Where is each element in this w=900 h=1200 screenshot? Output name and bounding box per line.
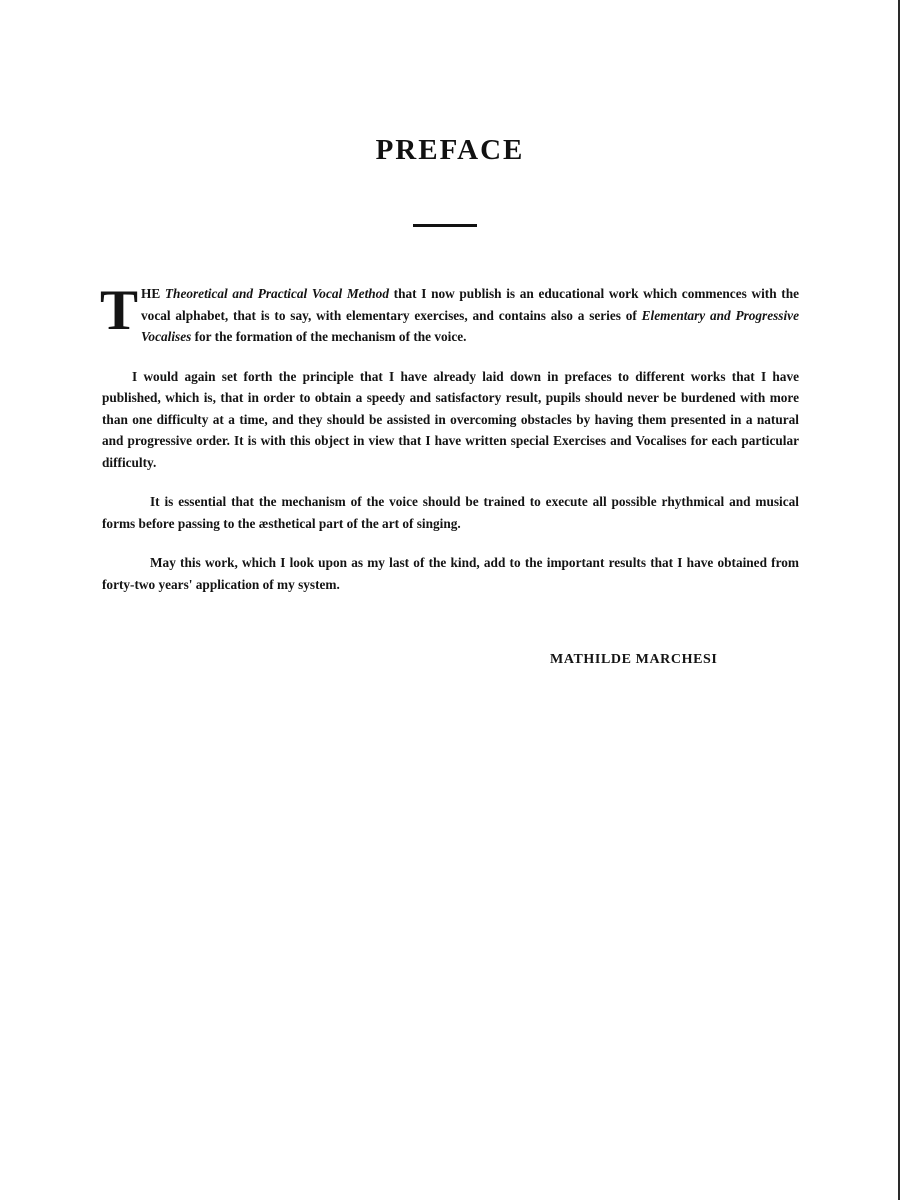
paragraph-1 <box>100 279 799 348</box>
author-signature: MATHILDE MARCHESI <box>550 652 718 667</box>
paragraph-2: I would again set forth the principle that I have already laid down in prefaces to different works that I have published, which is, that in order to obtain a speedy and satisfactory result, pupils should never be burdened with more than one difficulty at a time, and they should be assisted in overcoming obstacles by having them presented in a natural and progressive order. It is with this object in view that I have written special Exercises and Vocalises for each particular difficulty. <box>102 368 799 470</box>
paragraph-1-italic-title: Theoretical and Practical Vocal Method <box>164 286 389 301</box>
title-divider <box>413 224 477 227</box>
paragraph-1-middle: that I now publish is an educational work which commences with the vocal alphabet, that is to say, with elementary exercises, and contains also a series of <box>141 286 799 323</box>
paragraph-1-lead: HE <box>141 286 165 301</box>
paragraph-1-italic-vocalises: Elementary and Progressive Vocalises <box>141 307 799 344</box>
paragraph-4: May this work, which I look upon as my last of the kind, add to the important results that I have obtained from forty-two years' application of my system. <box>102 555 799 592</box>
page-title: PREFACE <box>375 134 525 166</box>
paragraph-3: It is essential that the mechanism of the voice should be trained to execute all possible rhythmical and musical forms before passing to the æsthetical part of the art of singing. <box>102 494 799 531</box>
drop-cap: T <box>100 279 139 342</box>
paragraph-1-end: for the formation of the mechanism of the voice. <box>191 329 467 344</box>
preface-body <box>100 279 799 613</box>
